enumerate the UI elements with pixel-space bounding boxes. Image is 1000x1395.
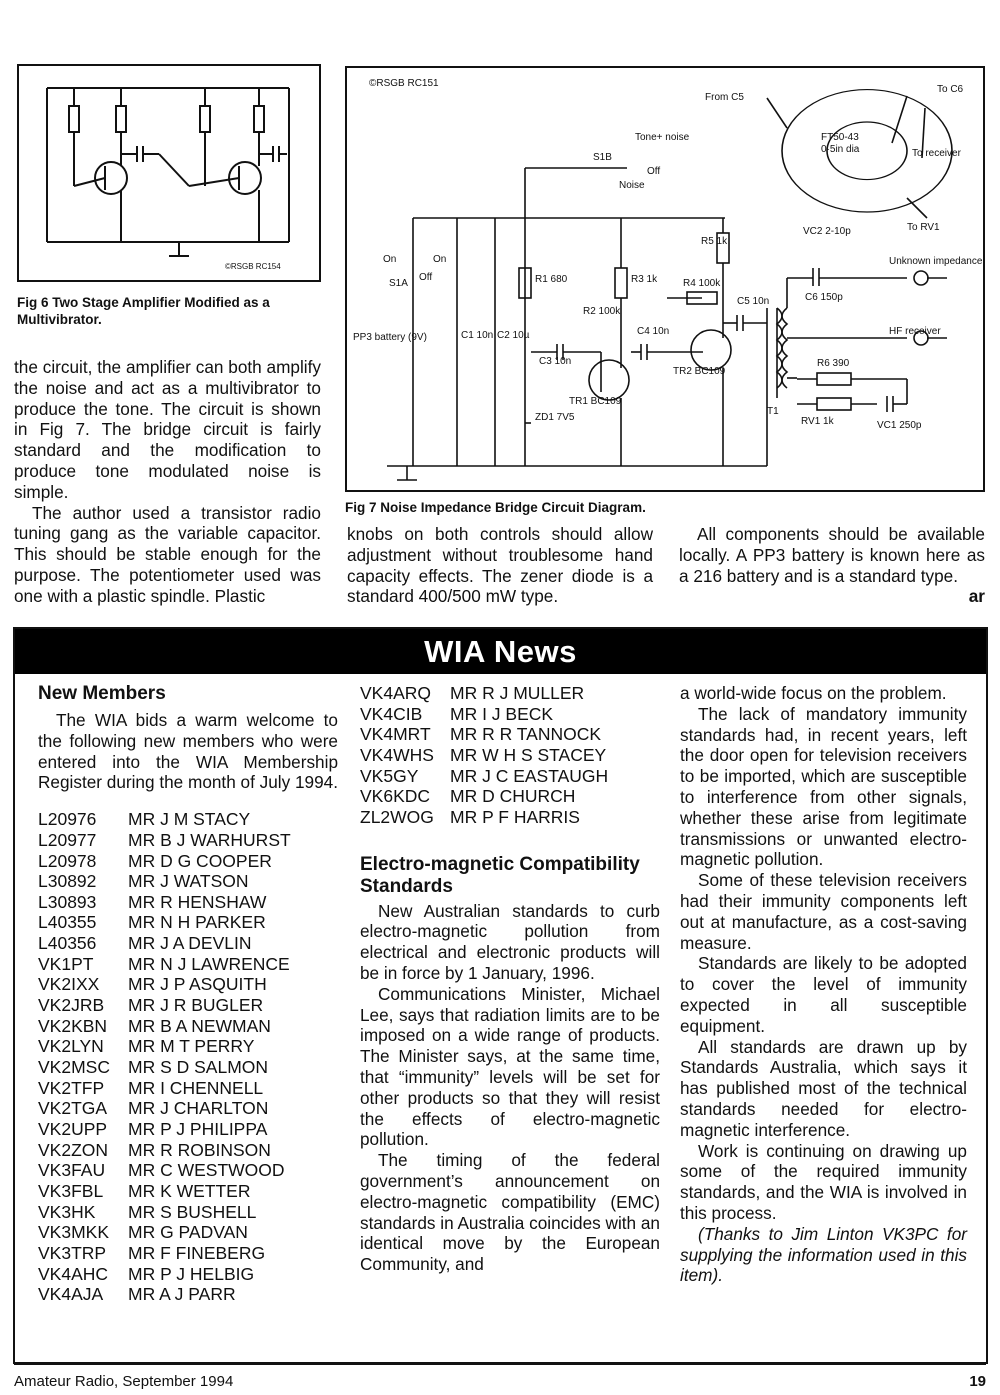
article-col1 — [14, 357, 321, 607]
label-tr1: TR1 BC109 — [569, 396, 622, 407]
member-row — [38, 1222, 338, 1243]
label-c1: C1 10n — [461, 330, 494, 341]
member-row — [38, 1036, 338, 1057]
label-r3: R3 1k — [631, 274, 658, 285]
member-call: L20977 — [38, 829, 97, 850]
member-name: MR R ROBINSON — [128, 1139, 271, 1160]
member-row — [38, 851, 338, 872]
member-row — [38, 892, 338, 913]
wia-news-header — [15, 629, 986, 674]
label-rv1: RV1 1k — [801, 416, 834, 427]
end-mark: ar — [968, 586, 985, 607]
member-row — [360, 724, 660, 745]
label-c2: C2 10µ — [497, 330, 530, 341]
member-name: MR C WESTWOOD — [128, 1160, 285, 1181]
member-name: MR I CHENNELL — [128, 1077, 264, 1098]
member-row — [38, 1140, 338, 1161]
member-name: MR P J HELBIG — [128, 1263, 255, 1284]
article-para: knobs on both controls should allow adjustment without troublesome hand capacity effects. The zener diode is a standard 400/500 mW type. — [347, 524, 653, 607]
article-para: All components should be available locally. A PP3 battery is known here as a 216 battery and is a standard type. — [679, 524, 985, 586]
article-para: the circuit, the amplifier can both amplify the noise and act as a multivibrator to produce the tone. The circuit is shown in Fig 7. The bridge circuit is fairly standard and the modification to produce tone modulated noise is simple. — [14, 357, 321, 502]
member-row — [38, 871, 338, 892]
member-name: MR S BUSHELL — [128, 1201, 257, 1222]
member-row — [38, 995, 338, 1016]
member-call: VK4MRT — [360, 724, 431, 745]
member-call: L30892 — [38, 871, 97, 892]
member-call: L20978 — [38, 850, 97, 871]
member-name: MR J A DEVLIN — [128, 933, 252, 954]
member-row — [38, 974, 338, 995]
label-core: FT50-43 — [821, 132, 859, 143]
label-r5: R5 1k — [701, 236, 728, 247]
member-name: MR B A NEWMAN — [128, 1015, 271, 1036]
member-call: VK4CIB — [360, 703, 423, 724]
member-row — [360, 683, 660, 704]
label-noise: Noise — [619, 180, 645, 191]
footer-rule — [14, 1364, 986, 1365]
member-call: VK6KDC — [360, 786, 431, 807]
label-r2: R2 100k — [583, 306, 621, 317]
label-to-receiver: To receiver — [912, 148, 961, 159]
fig7-copyright: ©RSGB RC151 — [369, 78, 439, 89]
member-name: MR B J WARHURST — [128, 829, 291, 850]
member-name: MR F FINEBERG — [128, 1242, 266, 1263]
member-call: VK2KBN — [38, 1015, 108, 1036]
member-name: MR M T PERRY — [128, 1036, 255, 1057]
label-pp3: PP3 battery (9V) — [353, 332, 427, 343]
member-row — [38, 912, 338, 933]
member-call: VK2JRB — [38, 995, 105, 1016]
footer-publication: Amateur Radio, September 1994 — [14, 1373, 234, 1390]
member-call: VK3FBL — [38, 1181, 104, 1201]
label-on-left: On — [383, 254, 397, 265]
emc-heading: Electro-magnetic Compatibility Standards — [360, 853, 640, 897]
member-name: MR D CHURCH — [450, 786, 576, 807]
emc-para: a world-wide focus on the problem. — [680, 683, 947, 703]
member-call: VK3TRP — [38, 1242, 107, 1263]
member-row — [38, 830, 338, 851]
member-call: VK3HK — [38, 1201, 96, 1222]
member-name: MR P F HARRIS — [450, 806, 580, 827]
article-col2 — [347, 524, 653, 607]
label-s1a-off: Off — [419, 272, 433, 283]
member-row — [38, 1202, 338, 1223]
label-r1: R1 680 — [535, 274, 568, 285]
member-call: VK4ARQ — [360, 683, 431, 703]
member-name: MR J C EASTAUGH — [450, 765, 609, 786]
new-members-intro-block — [38, 710, 338, 793]
new-members-intro: The WIA bids a warm welcome to the following new members who were entered into the WIA Membership Register during the month of July 1994. — [38, 710, 339, 793]
emc-credit: (Thanks to Jim Linton VK3PC for supplying the information used in this item). — [680, 1223, 967, 1286]
fig6-caption: Fig 6 Two Stage Amplifier Modified as a Multivibrator. — [17, 295, 270, 327]
member-row — [360, 807, 660, 828]
label-c3: C3 10n — [539, 356, 572, 367]
member-row — [38, 1264, 338, 1285]
label-unknown-impedance: Unknown impedance — [889, 256, 983, 267]
label-t1: T1 — [767, 406, 779, 417]
member-name: MR I J BECK — [450, 703, 554, 724]
member-call: VK5GY — [360, 765, 419, 786]
label-hf-receiver: HF receiver — [889, 326, 941, 337]
new-members-section — [38, 683, 338, 1305]
member-call: VK4AHC — [38, 1263, 109, 1284]
member-call: VK2IXX — [38, 974, 100, 995]
member-call: VK2TFP — [38, 1077, 105, 1098]
label-r6: R6 390 — [817, 358, 850, 369]
label-from-c5: From C5 — [705, 92, 744, 103]
label-c5: C5 10n — [737, 296, 770, 307]
wia-news-box — [13, 627, 988, 1364]
member-name: MR P J PHILIPPA — [128, 1119, 268, 1140]
label-vc1: VC1 250p — [877, 420, 922, 431]
member-row — [38, 1119, 338, 1140]
label-r4: R4 100k — [683, 278, 721, 289]
member-name: MR J CHARLTON — [128, 1098, 269, 1119]
member-row — [38, 1181, 338, 1202]
emc-para: Communications Minister, Michael Lee, says that radiation limits are to be imposed on a wide range of products. The Minister says, at the same time, that “immunity” levels will be set for other products so that they will resist the effects of electro-magnetic pollution. — [360, 983, 660, 1150]
member-name: MR R HENSHAW — [128, 891, 267, 912]
member-name: MR N J LAWRENCE — [128, 953, 290, 974]
member-name: MR S D SALMON — [128, 1057, 269, 1078]
fig7-diagram — [345, 66, 985, 492]
member-call: L20976 — [38, 809, 97, 830]
emc-para: The lack of mandatory immunity standards had, in recent years, left the door open for television receivers to be imported, which are susceptible to interference from other signals, whether these arise from legitimate transmissions or unwanted electro-magnetic pollution. — [680, 703, 967, 870]
label-tr2: TR2 BC109 — [673, 366, 726, 377]
member-row — [38, 1016, 338, 1037]
page-number: 19 — [969, 1373, 986, 1390]
member-name: MR D G COOPER — [128, 850, 272, 871]
label-s1a: S1A — [389, 278, 408, 289]
member-row — [38, 1160, 338, 1181]
member-row — [360, 766, 660, 787]
member-call: VK3FAU — [38, 1160, 106, 1181]
member-row — [38, 1243, 338, 1264]
member-name: MR W H S STACEY — [450, 744, 607, 765]
member-call: L40356 — [38, 933, 97, 954]
news-col2 — [360, 683, 660, 1275]
member-call: VK2MSC — [38, 1057, 110, 1078]
member-name: MR R J MULLER — [450, 683, 585, 703]
member-row — [38, 1284, 338, 1305]
member-call: VK2LYN — [38, 1036, 104, 1057]
member-name: MR A J PARR — [128, 1284, 236, 1305]
article-col3 — [679, 524, 985, 607]
member-row — [360, 704, 660, 725]
member-call: VK4AJA — [38, 1284, 104, 1305]
emc-para: Some of these television receivers had their immunity components left out at manufacture, as a cost-saving measure. — [680, 870, 967, 953]
member-call: VK1PT — [38, 953, 94, 974]
member-row — [38, 933, 338, 954]
fig7-caption: Fig 7 Noise Impedance Bridge Circuit Diagram. — [345, 500, 646, 515]
wia-news-title: WIA News — [424, 633, 577, 669]
noise-bridge-schematic — [347, 68, 983, 490]
label-c6: C6 150p — [805, 292, 843, 303]
member-call: L40355 — [38, 912, 97, 933]
member-row — [38, 809, 338, 830]
member-name: MR J WATSON — [128, 871, 249, 892]
member-call: VK4WHS — [360, 744, 434, 765]
fig6-copyright: ©RSGB RC154 — [225, 262, 281, 271]
member-name: MR J R BUGLER — [128, 995, 264, 1016]
member-row — [38, 1057, 338, 1078]
label-on-right: On — [433, 254, 447, 265]
member-row — [38, 1078, 338, 1099]
member-name: MR R R TANNOCK — [450, 724, 602, 745]
label-c4: C4 10n — [637, 326, 670, 337]
emc-para: All standards are drawn up by Standards Australia, which says it has published most of the technical standards needed for electro-magnetic interference. — [680, 1036, 967, 1140]
label-s1b: S1B — [593, 152, 612, 163]
news-col3 — [680, 683, 967, 1286]
label-zd1: ZD1 7V5 — [535, 412, 575, 423]
member-name: MR K WETTER — [128, 1181, 251, 1201]
article-para: The author used a transistor radio tuning gang as the variable capacitor. This should be stable enough for the purpose. The potentiometer used was one with a plastic spindle. Plastic — [14, 502, 321, 606]
member-row — [360, 745, 660, 766]
label-to-c6: To C6 — [937, 84, 964, 95]
emc-para: New Australian standards to curb electro-magnetic pollution from electrical and electronic products will be in force by 1 January, 1996. — [360, 900, 660, 983]
member-call: L30893 — [38, 891, 97, 912]
label-off: Off — [647, 166, 661, 177]
new-members-heading: New Members — [38, 683, 166, 704]
label-tone-noise: Tone+ noise — [635, 132, 690, 143]
member-call: ZL2WOG — [360, 806, 434, 827]
label-to-rv1: To RV1 — [907, 222, 940, 233]
multivibrator-schematic — [19, 66, 319, 280]
member-list — [38, 809, 338, 1305]
member-call: VK3MKK — [38, 1222, 109, 1243]
label-core-dia: 0·5in dia — [821, 144, 860, 155]
member-row — [38, 954, 338, 975]
member-row — [38, 1098, 338, 1119]
member-call: VK2UPP — [38, 1119, 108, 1140]
emc-para: Standards are likely to be adopted to cover the level of immunity expected in all susceptible equipment. — [680, 953, 967, 1036]
emc-body — [360, 901, 660, 1275]
member-name: MR G PADVAN — [128, 1222, 248, 1243]
emc-para: The timing of the federal government’s announcement on electro-magnetic compatibility (EMC) standards in Australia coincides with an identical move by the European Community, and — [360, 1150, 660, 1275]
member-row — [360, 786, 660, 807]
member-list-continued — [360, 683, 660, 828]
member-call: VK2ZON — [38, 1139, 109, 1160]
member-call: VK2TGA — [38, 1098, 108, 1119]
member-name: MR J M STACY — [128, 809, 251, 830]
fig6-diagram — [17, 64, 321, 282]
member-name: MR N H PARKER — [128, 912, 266, 933]
member-name: MR J P ASQUITH — [128, 974, 267, 995]
emc-para: Work is continuing on drawing up some of the required immunity standards, and the WIA is involved in this process. — [680, 1140, 967, 1223]
label-vc2: VC2 2-10p — [803, 226, 851, 237]
